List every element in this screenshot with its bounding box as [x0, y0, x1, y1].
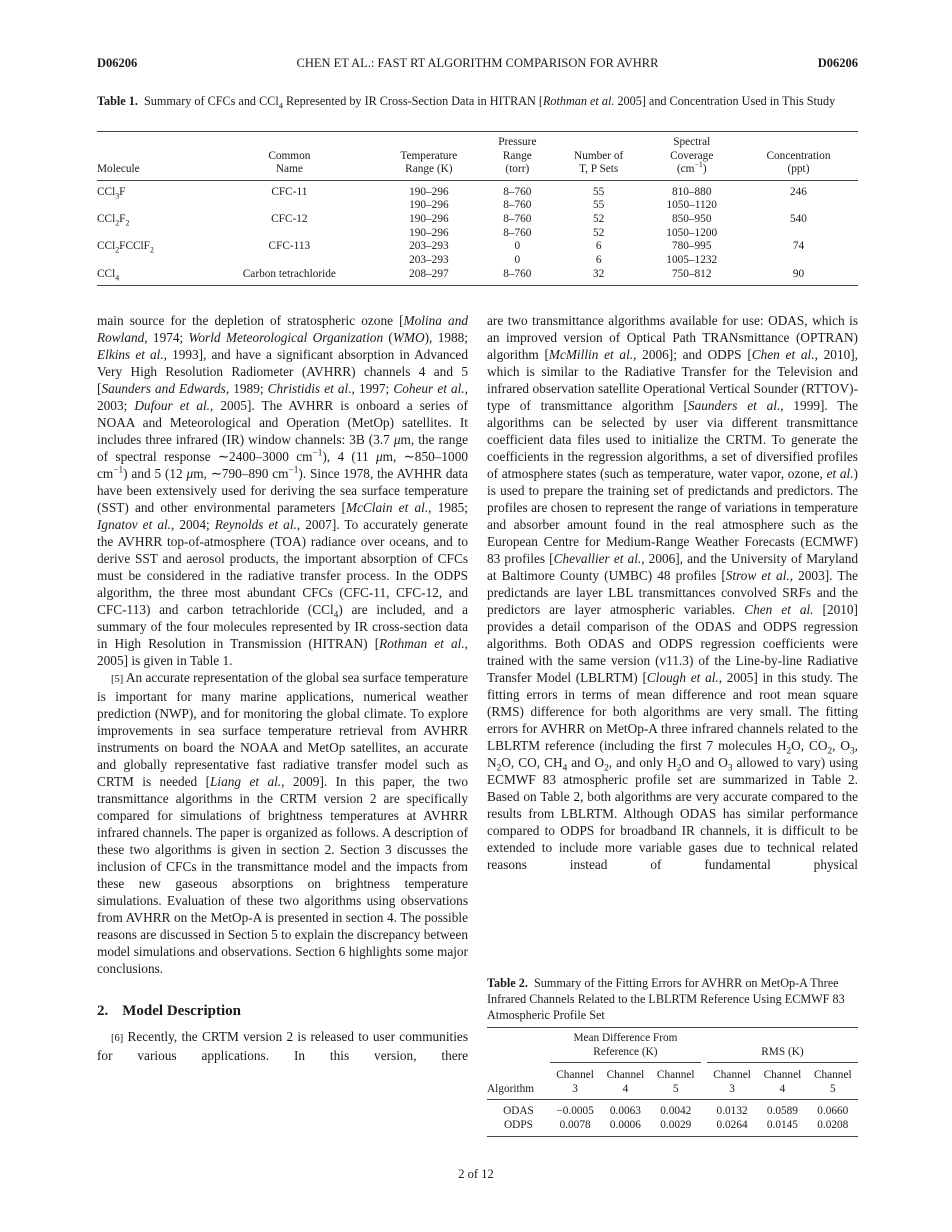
italic-run: Saunders and Edwards: [101, 381, 226, 396]
paragraph-6: [97, 1028, 468, 1064]
channel-word: Channel: [813, 1069, 852, 1081]
cell-name: CFC-12: [271, 212, 308, 225]
italic-run: Strow et al.: [725, 568, 790, 583]
cell-value: 0.0208: [817, 1118, 849, 1131]
paragraph: [97, 312, 468, 669]
text-run: , 2003]. The predictands are layer LBL transmittances convolved SRFs and the predictors are layer atmospheric variables.: [487, 568, 858, 617]
cell-temp: 190–296: [409, 199, 449, 212]
table1: [97, 131, 858, 286]
table-row: [97, 180, 858, 199]
subscript: 2: [125, 218, 130, 228]
cell-value: 0.0029: [660, 1118, 692, 1131]
text-run: , 2007]. To accurately generate the AVHRR top-of-atmosphere (TOA) radiance over oceans, and to derive SST and aerosol products, the important absorption of CFCs must be considered in the radiative transfer process. In the ODPS algorithm, the three most abundant CFCs (CFC-11, CFC-12, and CFC-113) and carbon tetrachloride (CCl: [97, 517, 469, 617]
cell-sets: 32: [593, 267, 605, 280]
cell-spectral: 1005–1232: [666, 254, 718, 267]
subscript: 4: [333, 610, 339, 621]
header-text: Range (K): [405, 163, 453, 175]
empty-cell: [487, 1028, 550, 1063]
cell-molecule: [97, 254, 203, 268]
italic-run: Dufour et al.: [134, 398, 211, 413]
table-row: [97, 227, 858, 241]
cell-spectral: 750–812: [671, 267, 712, 280]
article-code-right: D06206: [817, 56, 858, 70]
text-run: , 1989;: [225, 381, 268, 396]
table2-group-row: [487, 1028, 858, 1063]
italic-run: Chen et al.: [744, 602, 814, 617]
cell-name: CFC-113: [268, 240, 311, 253]
channel-number: 5: [829, 1082, 836, 1095]
italic-run: Elkins et al.: [97, 347, 164, 362]
text-run: , 2010], which is similar to the Radiative Transfer for the Television and infrared observation satellite Operational Vertical Sounder (RTTOV)-type of transmittance algorithm [: [487, 347, 858, 413]
italic-run: μ: [186, 466, 194, 481]
cell-name: [203, 199, 376, 213]
page-number: 2 of 12: [458, 1167, 494, 1181]
cell-sets: 52: [593, 212, 605, 225]
italic-run: Reynolds et al.: [214, 517, 297, 532]
cell-pressure: 8–760: [503, 185, 532, 198]
table1-caption: [97, 93, 858, 109]
cell-temp: 208–297: [409, 267, 449, 280]
header-channel: [808, 1063, 858, 1100]
running-title: CHEN ET AL.: FAST RT ALGORITHM COMPARISON FOR AVHRR: [296, 56, 659, 70]
subscript: 2: [786, 746, 792, 757]
cell-molecule: [97, 227, 203, 241]
text-run: m, ∼790–890 cm: [193, 466, 289, 481]
cell-value: 0.0006: [609, 1118, 641, 1131]
table2: [487, 1027, 858, 1137]
italic-run: Chevallier et al.: [553, 551, 642, 566]
cell-conc: 246: [790, 185, 807, 198]
cell-sets: 55: [593, 185, 605, 198]
cell-molecule: [97, 213, 203, 227]
italic-run: Saunders et al.: [687, 398, 781, 413]
channel-number: 5: [672, 1082, 679, 1095]
channel-word: Channel: [713, 1069, 751, 1081]
paragraph-5: [97, 669, 468, 977]
cell-value: 0.0078: [559, 1118, 591, 1131]
text-run: (: [383, 330, 393, 345]
subscript: 4: [562, 763, 568, 774]
channel-word: Channel: [556, 1069, 594, 1081]
group-rms: RMS (K): [707, 1028, 858, 1063]
header-text: (ppt): [787, 163, 810, 175]
cell-conc: 90: [792, 267, 805, 280]
cell-value: 0.0660: [817, 1105, 849, 1117]
cell-sets: 6: [595, 240, 602, 253]
text-run: CCl: [97, 212, 116, 225]
text-run: , 1974;: [144, 330, 189, 345]
cell-spectral: 850–950: [671, 212, 712, 225]
text-run: , 2005]. The AVHRR is onboard a series of NOAA and Meteorological and Operation (MetOp) satellites. It includes three infrared (IR) window channels: 3B (3.7: [97, 398, 468, 447]
subscript: 4: [115, 272, 120, 282]
text-run: and O: [567, 755, 605, 770]
cell-name: Carbon tetrachloride: [242, 267, 336, 280]
header-text: Spectral: [673, 136, 711, 148]
table1-label: Table 1.: [97, 94, 138, 108]
header-sets: [553, 132, 645, 181]
channel-number: 3: [729, 1082, 735, 1095]
header-text: Pressure: [498, 136, 537, 148]
cell-value: 0.0132: [716, 1105, 748, 1117]
text-run: ). Since 1978, the AVHHR data have been extensively used for deriving the sea surface temperature (SST) and other environmental parameters [: [97, 466, 469, 515]
superscript: −1: [113, 465, 124, 476]
subscript: 3: [727, 763, 733, 774]
subscript: 2: [149, 245, 154, 255]
italic-run: McClain et al.: [345, 500, 429, 515]
table2-caption: [487, 975, 858, 1023]
cell-temp: 190–296: [409, 212, 449, 225]
article-code-left: D06206: [97, 56, 138, 70]
cell-molecule: [97, 268, 203, 286]
cell-value: 0.0264: [716, 1118, 748, 1131]
table-row: [97, 199, 858, 213]
text-run: An accurate representation of the global sea surface temperature is important for many marine applications, numerical weather prediction (NWP), and for monitoring the global climate. To explore improvements in sea surface temperature retrieval from AVHRR instruments on board the NOAA and MetOp satellites, an accurate and globally representative fast radiative transfer model such as CRTM is needed [: [97, 670, 468, 789]
table-row: [97, 254, 858, 268]
subscript: 2: [604, 763, 609, 774]
cell-name: [203, 254, 376, 268]
left-column: [97, 312, 468, 1064]
cell-algorithm: ODAS: [503, 1105, 534, 1117]
subscript: 3: [115, 190, 120, 200]
italic-run: McMillin et al.: [548, 347, 634, 362]
cell-pressure: 8–760: [503, 226, 532, 239]
cell-conc: [739, 254, 858, 268]
cell-value: 0.0063: [609, 1105, 641, 1117]
text-run: Recently, the CRTM version 2 is released to user communities for various applications. In this version, there: [97, 1029, 468, 1063]
header-text: Common: [268, 149, 311, 162]
cell-spectral: 1050–1120: [666, 199, 717, 212]
header-text: Molecule: [97, 163, 140, 175]
text-run: , 2009]. In this paper, the two transmittance algorithms in the CRTM version 2 are specifically compared for simulations of brightness temperatures at AVHRR infrared channels. The paper is organized as follows. A description of these two algorithms is given in section 2. Section 3 discusses the inclusion of CFCs in the transmittance model and the impacts from these new gaseous absorptions on brightness temperature simulations. Evaluation of these two algorithms using observations from AVHRR on the MetOp-A is presented in section 4. The possible reasons are discussed in Section 5 to explain the discrepancy between model simulations and observations. Section 6 highlights some major conclusions.: [97, 774, 468, 976]
header-spectral: [644, 132, 739, 181]
channel-word: Channel: [763, 1069, 802, 1081]
cell-name: [203, 227, 376, 241]
cell-temp: 203–293: [409, 240, 449, 253]
header-channel: [707, 1063, 757, 1100]
superscript: −1: [694, 160, 703, 170]
table2-caption-text: Summary of the Fitting Errors for AVHRR on MetOp-A Three Infrared Channels Related to the LBLRTM Reference Using ECMWF 83 Atmospheric Profile Set: [487, 976, 845, 1022]
italic-run: Coheur et al.: [393, 381, 465, 396]
subscript: 2: [496, 763, 502, 774]
header-text: Name: [275, 163, 303, 175]
subscript: 3: [850, 746, 855, 757]
table-row: [487, 1100, 858, 1119]
header-concentration: [739, 132, 858, 181]
text-run: ) and 5 (12: [123, 466, 187, 481]
italic-run: WMO: [392, 330, 425, 345]
cell-molecule: [97, 199, 203, 213]
subscript: 4: [278, 100, 283, 111]
channel-number: 4: [622, 1082, 629, 1095]
text-run: ), 4 (11: [322, 449, 376, 464]
table-row: [97, 213, 858, 227]
italic-run: Liang et al.: [210, 774, 282, 789]
italic-run: Chen et al.: [751, 347, 815, 362]
italic-run: Clough et al.: [646, 670, 719, 685]
cell-value: −0.0005: [556, 1105, 594, 1117]
header-temperature: [376, 132, 482, 181]
text-run: F: [119, 185, 126, 198]
text-run: , 2003;: [97, 381, 468, 413]
header-common-name: [203, 132, 376, 181]
text-run: ): [702, 163, 707, 175]
paragraph-number: [5]: [111, 674, 124, 685]
italic-run: Rothman et al.: [542, 94, 615, 108]
italic-run: μ: [375, 449, 383, 464]
header-text: Coverage: [670, 149, 714, 162]
cell-conc: [739, 199, 858, 213]
text-run: , 2004;: [171, 517, 215, 532]
text-run: , 2006], and the University of Maryland at Baltimore County (UMBC) 48 profiles [: [487, 551, 858, 583]
text-run: , 2005] in this study. The fitting errors in terms of mean difference and root mean square (RMS) difference for both algorithms are very small. The fitting errors for AVHRR on MetOp-A three infrared channels related to the LBLRTM reference (including the first 7 molecules H: [487, 670, 858, 753]
cell-temp: 190–296: [409, 185, 449, 198]
header-text: Number of: [574, 149, 624, 162]
cell-pressure: 0: [514, 240, 521, 253]
channel-number: 3: [572, 1082, 578, 1095]
superscript: −1: [288, 465, 299, 476]
text-run: F: [119, 212, 126, 225]
header-text: [676, 160, 707, 175]
cell-pressure: 8–760: [503, 267, 532, 280]
cell-molecule: [97, 180, 203, 199]
header-pressure: [482, 132, 553, 181]
italic-run: Christidis et al.: [267, 381, 352, 396]
text-run: ) are included, and a summary of the four molecules represented by IR cross-section data in High Resolution in Transmission (HITRAN) [: [97, 602, 468, 651]
table2-channel-row: [487, 1063, 858, 1100]
group-mean-difference: [550, 1028, 701, 1063]
header-text: Temperature: [400, 149, 458, 162]
channel-word: Channel: [656, 1069, 695, 1081]
paragraph-number: [6]: [111, 1033, 124, 1044]
channel-number: 4: [779, 1082, 786, 1095]
text-run: m, the range of spectral response ∼2400–3000 cm: [97, 432, 468, 464]
running-header: [97, 56, 858, 71]
header-text: (torr): [505, 163, 530, 175]
subscript: 2: [115, 245, 120, 255]
cell-spectral: 780–995: [671, 240, 712, 253]
text-run: ) is used to prepare the training set of predictands and predictors. The profiles are chosen to represent the range of variations in temperature and absorber amount found in the real atmosphere such as the European Centre for Medium-Range Weather Forecasts (ECMWF) 83 profiles [: [487, 466, 858, 566]
italic-run: Molina and Rowland: [97, 313, 468, 345]
cell-conc: 74: [792, 240, 805, 253]
text-run: CCl: [97, 267, 116, 280]
text-run: CCl: [97, 185, 116, 198]
header-channel: [757, 1063, 807, 1100]
section-number: 2.: [97, 1003, 109, 1019]
italic-run: Ignatov et al.: [97, 517, 171, 532]
section-title: Model Description: [122, 1003, 241, 1019]
cell-conc: 540: [790, 212, 807, 225]
text-run: main source for the depletion of stratospheric ozone [: [97, 313, 404, 328]
text-run: Summary of CFCs and CCl: [143, 94, 279, 108]
cell-sets: 6: [595, 254, 602, 267]
table1-caption-text: [143, 94, 836, 111]
cell-value: 0.0042: [660, 1105, 692, 1117]
text-run: , O: [832, 738, 850, 753]
table-row: [97, 240, 858, 254]
header-channel: [550, 1063, 600, 1100]
text-run: , 1997;: [351, 381, 394, 396]
text-run: O, CO, CH: [501, 755, 563, 770]
text-run: O and O: [681, 755, 728, 770]
header-text: Concentration: [766, 149, 831, 162]
text-run: CCl: [97, 240, 116, 253]
italic-run: et al.: [826, 466, 854, 481]
subscript: 2: [676, 763, 682, 774]
header-text: Reference (K): [593, 1045, 658, 1058]
subscript: 2: [115, 218, 120, 228]
cell-value: 0.0589: [766, 1105, 798, 1117]
text-run: , 2005] is given in Table 1.: [97, 636, 468, 668]
cell-conc: [739, 227, 858, 241]
section-heading: [97, 1002, 468, 1020]
paragraph-text: [97, 670, 468, 976]
text-run: ), 1988;: [424, 330, 468, 345]
cell-pressure: 0: [514, 254, 521, 267]
paragraph-text: [97, 1029, 468, 1063]
header-text: Mean Difference From: [573, 1032, 678, 1044]
cell-sets: 55: [593, 199, 605, 212]
text-run: (cm: [676, 163, 695, 175]
cell-temp: 190–296: [409, 226, 449, 239]
cell-molecule: [97, 240, 203, 254]
header-text: T, P Sets: [579, 163, 619, 175]
table-row: [487, 1119, 858, 1137]
text-run: FCClF: [119, 240, 150, 253]
italic-run: World Meteorological Organization: [188, 330, 384, 345]
cell-spectral: 1050–1200: [666, 226, 718, 239]
text-run: , 1985;: [428, 500, 469, 515]
cell-spectral: 810–880: [671, 185, 712, 198]
cell-algorithm: ODPS: [504, 1118, 533, 1131]
header-channel: [651, 1063, 701, 1100]
text-run: , N: [487, 738, 858, 770]
cell-name: CFC-11: [271, 185, 308, 198]
header-algorithm: Algorithm: [487, 1063, 550, 1100]
channel-word: Channel: [606, 1069, 645, 1081]
table-row: [97, 268, 858, 286]
text-run: , 2006]; and ODPS [: [633, 347, 752, 362]
text-run: allowed to vary) using ECMWF 83 atmospheric profile set are summarized in Table 2. Based on Table 2, both algorithms are very accurate compared to the results from LBLRTM. Although ODAS has similar performance compared to ODPS for broadband IR channels, it is difficult to be extended to include more variable gases due to technical related reasons instead of fundamental physical: [487, 755, 858, 872]
superscript: −1: [312, 448, 323, 459]
right-column: [487, 312, 858, 873]
text-run: O, CO: [791, 738, 828, 753]
cell-pressure: 8–760: [503, 212, 532, 225]
cell-temp: 203–293: [409, 254, 449, 267]
table2-label: Table 2.: [487, 976, 528, 990]
paragraph-6-continued: [487, 312, 858, 873]
text-run: , 1999]. The algorithms can be selected by user via different transmittance coefficient data files used to initialize the CRTM. To generate the coefficients in the regression algorithms, a set of diversified profiles of atmosphere states (such as temperature, water vapor, ozone,: [487, 398, 858, 481]
table1-header-row: [97, 132, 858, 181]
subscript: 2: [827, 746, 833, 757]
text-run: [2010] provides a detail comparison of the ODAS and ODPS regression algorithms. Both ODAS and ODPS regression coefficients were trained with the same version (v11.3) of the Line-by-line Radiative Transfer Model (LBLRTM) [: [487, 602, 858, 685]
cell-pressure: 8–760: [503, 199, 532, 212]
cell-sets: 52: [593, 226, 605, 239]
header-channel: [600, 1063, 650, 1100]
text-run: Represented by IR Cross-Section Data in HITRAN [: [283, 94, 543, 108]
text-run: , and only H: [608, 755, 677, 770]
text-run: m, ∼850–1000 cm: [97, 449, 468, 481]
italic-run: Rothman et al.: [379, 636, 465, 651]
italic-run: μ: [393, 432, 401, 447]
header-text: Range: [502, 149, 532, 162]
text-run: are two transmittance algorithms available for use: ODAS, which is an improved version of Optical Path TRANsmittance (OPTRAN) algorithm [: [487, 313, 858, 362]
text-run: 2005] and Concentration Used in This Study: [614, 94, 836, 108]
text-run: , 1993], and have a significant absorption in Advanced Very High Resolution Radiometer (AVHRR) channels 4 and 5 [: [97, 347, 468, 396]
header-molecule: [97, 132, 203, 181]
cell-value: 0.0145: [766, 1118, 798, 1131]
